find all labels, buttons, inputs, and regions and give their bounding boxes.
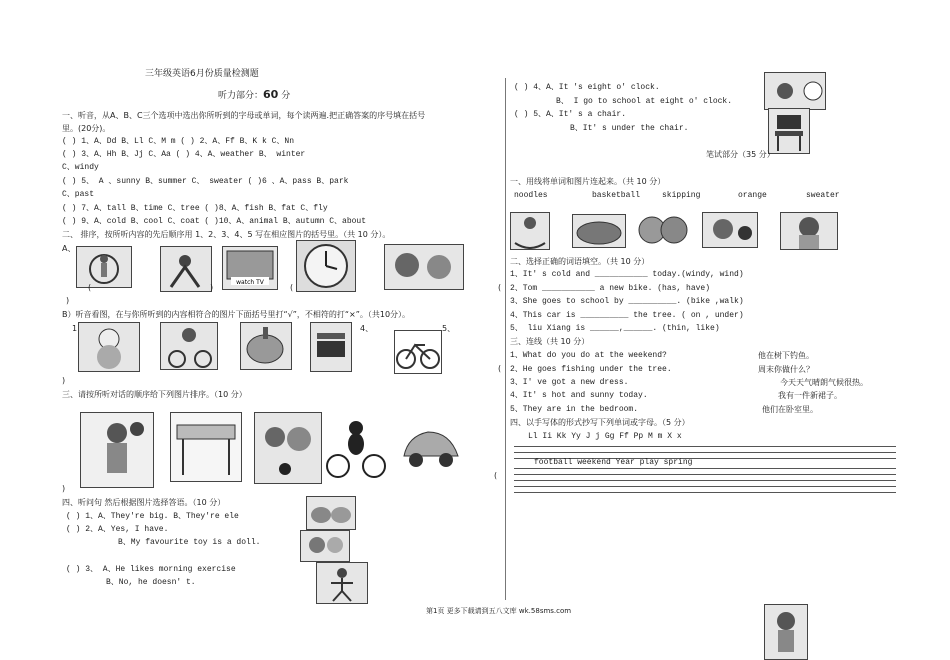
desk-picture xyxy=(170,412,242,482)
jump-rope-picture xyxy=(76,246,132,288)
q5-line: B、No, he doesn' t. xyxy=(106,578,196,587)
paren-close: ) xyxy=(66,296,70,305)
q1-row: ( ) 1、A、Dd B、Ll C、M m ( ) 2、A、Ff B、K k C、Nn xyxy=(62,137,295,146)
match-word: sweater xyxy=(806,191,840,200)
paren-close: ) xyxy=(210,283,214,292)
writing-line xyxy=(514,446,896,447)
w3-heading: 三、连线（共 10 分） xyxy=(510,337,590,346)
chinese-translation: 今天天气晴朗气候很热。 xyxy=(780,378,868,387)
q3-number: 4、 xyxy=(360,324,374,333)
morning-exercise-picture xyxy=(316,562,368,604)
child-falling-picture xyxy=(160,246,212,292)
writing-line xyxy=(514,452,896,453)
chinese-translation: 周末你做什么？ xyxy=(758,365,814,374)
q3-number: 5、 xyxy=(442,324,456,333)
paren-open: ( xyxy=(88,283,92,292)
q1-row: ( ) 7、A、tall B、time C、tree ( )8、A、fish B、fat C、fly xyxy=(62,204,328,213)
writing-line xyxy=(514,474,896,475)
match-word: orange xyxy=(738,191,767,200)
q5-line: B、My favourite toy is a doll. xyxy=(118,538,261,547)
q1-row: C、windy xyxy=(62,163,99,172)
copy-words: football weekend Year play spring xyxy=(534,458,693,467)
clock-picture xyxy=(296,240,356,292)
q5-line: ( ) 2、A、Yes, I have. xyxy=(66,525,169,534)
watch-tv-picture xyxy=(222,246,278,290)
fill-line: 4、This car is __________ the tree. ( on , under) xyxy=(510,311,744,320)
fill-line: 2、Tom ___________ a new bike. (has, have) xyxy=(510,284,711,293)
q1-heading: 一、听音，从A、B、C三个选项中选出你所听到的字母或单词，每个读两遍.把正确答案的序号填在括号 xyxy=(62,111,426,120)
match-word: skipping xyxy=(662,191,701,200)
writing-line xyxy=(514,480,896,481)
w2-heading: 二、选择正确的词语填空。（共 10 分） xyxy=(510,257,650,266)
chinese-translation: 他在树下钓鱼。 xyxy=(758,351,814,360)
right-line: B、 I go to school at eight o' clock. xyxy=(556,97,733,106)
writing-line xyxy=(514,468,896,469)
watch-tv-label: watch TV xyxy=(236,279,264,286)
boy-character-picture xyxy=(764,604,808,660)
bicycle-picture xyxy=(394,330,442,374)
dolls-picture xyxy=(300,530,350,562)
listening-score: 听力部分：60 分 xyxy=(218,88,291,101)
skipping-girl-picture xyxy=(510,212,550,250)
paren-open: ( xyxy=(290,283,294,292)
fill-line: 1、It' s cold and ___________ today.(windy, wind) xyxy=(510,270,744,279)
penguin-cycling-picture xyxy=(322,414,388,484)
fill-line: 5、 liu Xiang is ______,______. (thin, like) xyxy=(510,324,720,333)
ping-pong-bat-picture xyxy=(240,322,292,370)
right-line: B、It' s under the chair. xyxy=(570,124,689,133)
right-line: ( ) 5、A、It' s a chair. xyxy=(514,110,627,119)
match-sentence: 5、They are in the bedroom. xyxy=(510,405,639,414)
chinese-translation: 他们在卧室里。 xyxy=(762,405,818,414)
chair-picture xyxy=(768,108,810,154)
q2-label-a: A、 xyxy=(62,244,76,253)
right-line: ( ) 4、A、It 's eight o' clock. xyxy=(514,83,660,92)
w4-heading: 四、以手写体的形式抄写下列单词或字母。（5 分） xyxy=(510,418,690,427)
page-footer: 第1页 更多下载请到五八文库 wk.58sms.com xyxy=(426,607,572,615)
sweater-girl-picture xyxy=(780,212,838,250)
q1-row: ( ) 3、A、Hh B、Jj C、Aa ( ) 4、A、weather B、 winter xyxy=(62,150,306,159)
column-divider xyxy=(505,78,506,600)
boy-riding-picture xyxy=(160,322,218,370)
match-sentence: 4、It' s hot and sunny today. xyxy=(510,391,648,400)
q5-line: ( ) 1、A、They're big. B、They're ele xyxy=(66,512,239,521)
q1-row: C、past xyxy=(62,190,95,199)
noodles-picture xyxy=(572,214,626,248)
writing-line xyxy=(514,492,896,493)
q3-heading: B）听音看图，在与你所听到的内容相符合的图片下面括号里打“√”，不相符的打“×”。（共10分）。 xyxy=(62,310,411,319)
paren-open: ( xyxy=(494,471,498,480)
match-word: basketball xyxy=(592,191,641,200)
w1-heading: 一、用线将单词和图片连起来。（共 10 分） xyxy=(510,177,666,186)
children-talking-picture xyxy=(384,244,464,290)
football-kids-picture xyxy=(254,412,322,484)
match-sentence: 2、He goes fishing under the tree. xyxy=(510,365,672,374)
chinese-translation: 我有一件新裙子。 xyxy=(778,391,842,400)
basketball-player-picture xyxy=(80,412,154,488)
copy-letters: Ll Ii Kk Yy J j Gg Ff Pp M m X x xyxy=(528,432,682,441)
elephants-picture xyxy=(306,496,356,530)
panda-picture xyxy=(78,322,140,372)
q5-line: ( ) 3、 A、He likes morning exercise xyxy=(66,565,236,574)
page-title: 三年级英语6月份质量检测题 xyxy=(145,69,259,79)
paren-close: ) xyxy=(62,484,66,493)
q4-heading: 三、请按所听对话的顺序给下列图片排序。（10 分） xyxy=(62,390,247,399)
wall-clock-picture xyxy=(764,72,826,110)
match-sentence: 1、What do you do at the weekend? xyxy=(510,351,667,360)
basketball-boy-picture xyxy=(702,212,758,248)
oranges-picture xyxy=(636,214,690,246)
paren-open: ( xyxy=(498,283,502,292)
q1-row: ( ) 5、 A 、sunny B、summer C、 sweater ( )6 、A、pass B、park xyxy=(62,177,349,186)
paren-open: ( xyxy=(498,364,502,373)
q2-heading: 二、 排序，按所听内容的先后顺序用 1、2、3、4、5 写在相应图片的括号里。（共 10 分）。 xyxy=(62,230,391,239)
car-picture xyxy=(398,416,464,480)
q5-heading: 四、听问句 然后根据图片选择答语。（10 分） xyxy=(62,498,226,507)
q3-number: 1 xyxy=(72,324,78,333)
paren-close: ) xyxy=(62,376,66,385)
writing-line xyxy=(514,486,896,487)
q1-row: ( ) 9、A、cold B、cool C、coat ( )10、A、animal B、autumn C、about xyxy=(62,217,367,226)
fill-line: 3、She goes to school by __________. (bike ,walk) xyxy=(510,297,744,306)
q1-heading-2: 里。(20分)。 xyxy=(62,124,111,133)
telephone-picture xyxy=(310,322,352,372)
written-section-title: 笔试部分（35 分） xyxy=(706,150,775,159)
match-word: noodles xyxy=(514,191,548,200)
match-sentence: 3、I' ve got a new dress. xyxy=(510,378,629,387)
